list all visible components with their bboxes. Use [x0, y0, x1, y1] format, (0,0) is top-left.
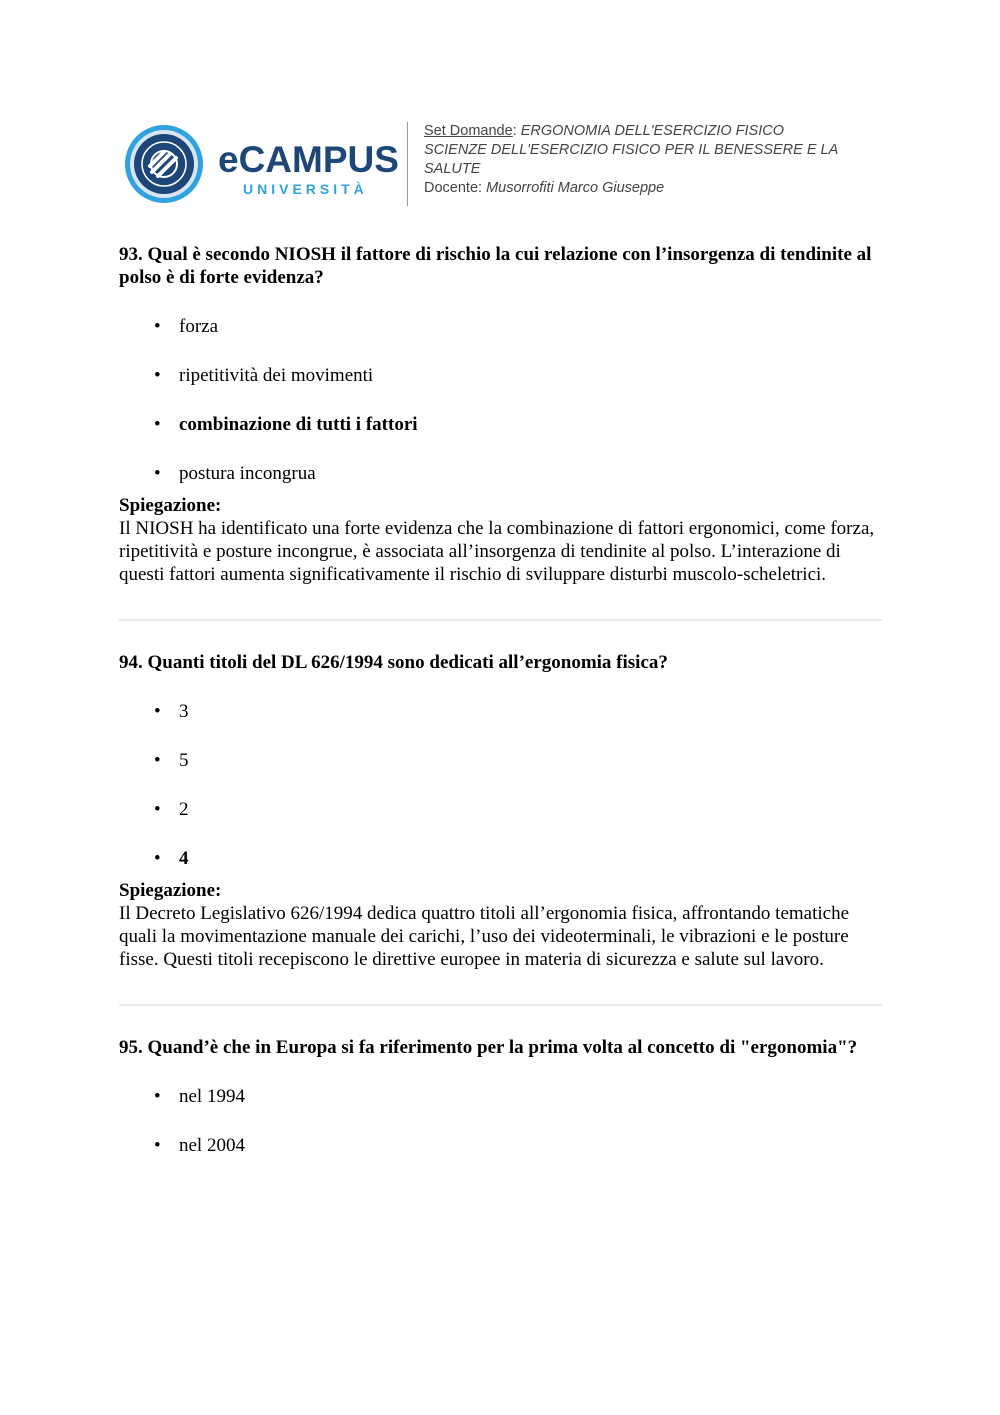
questions-content: [119, 243, 882, 1173]
question-text: 93. Qual è secondo NIOSH il fattore di rischio la cui relazione con l’insorgenza di tendinite al polso è di forte evidenza?: [119, 244, 872, 288]
ecampus-logo-icon: [124, 124, 204, 204]
option-item: • ripetitività dei movimenti: [154, 365, 374, 386]
course-name: SCIENZE DELL'ESERCIZIO FISICO PER IL BENESSERE E LA SALUTE: [424, 142, 838, 177]
explanation-label: Spiegazione:: [119, 495, 222, 516]
option-item: • nel 2004: [154, 1135, 245, 1156]
option-item: • 2: [154, 799, 189, 820]
option-item: • forza: [154, 316, 219, 337]
explanation-label: Spiegazione:: [119, 880, 222, 901]
docente-value: Musorrofiti Marco Giuseppe: [486, 180, 665, 196]
set-value: ERGONOMIA DELL'ESERCIZIO FISICO: [520, 123, 785, 139]
option-item: • 5: [154, 750, 189, 771]
set-label: Set Domande: [424, 123, 513, 139]
options-list: [119, 305, 882, 501]
question-94: [119, 651, 882, 971]
question-separator: [119, 619, 882, 621]
header-divider: [407, 122, 408, 206]
options-list: [119, 690, 882, 886]
option-item-correct: • combinazione di tutti i fattori: [154, 414, 418, 435]
brand-subtitle: UNIVERSITÀ: [243, 181, 368, 197]
question-separator: [119, 1004, 882, 1006]
question-93: [119, 243, 882, 586]
brand-wordmark: [218, 139, 399, 198]
options-list: [119, 1075, 882, 1173]
option-item: • 3: [154, 701, 189, 722]
question-95: [119, 1036, 882, 1173]
question-text: 94. Quanti titoli del DL 626/1994 sono dedicati all’ergonomia fisica?: [119, 652, 668, 673]
explanation-text: Il Decreto Legislativo 626/1994 dedica quattro titoli all’ergonomia fisica, affrontando tematiche quali la movimentazione manuale dei carichi, l’uso dei videoterminali, le vibrazioni e le posture fisse. Questi titoli recepiscono le direttive europee in materia di sicurezza e salute sul lavoro.: [119, 903, 850, 970]
course-info: Set Domande: ERGONOMIA DELL'ESERCIZIO FISICO SCIENZE DELL'ESERCIZIO FISICO PER IL BENESSERE E LA SALUTE Docente: Musorrofiti Marco Giuseppe: [424, 122, 874, 198]
document-header: [124, 120, 884, 212]
question-text: 95. Quand’è che in Europa si fa riferimento per la prima volta al concetto di "ergonomia"?: [119, 1037, 858, 1058]
option-item: • postura incongrua: [154, 463, 316, 484]
explanation-text: Il NIOSH ha identificato una forte evidenza che la combinazione di fattori ergonomici, come forza, ripetitività e posture incongrue, è associata all’insorgenza di tendinite al polso. L’interazione di questi fattori aumenta significativamente il rischio di sviluppare disturbi muscolo-scheletrici.: [119, 518, 875, 585]
docente-label: Docente:: [424, 180, 483, 196]
option-item: • nel 1994: [154, 1086, 245, 1107]
brand-name: eCAMPUS: [218, 139, 399, 180]
option-item-correct: • 4: [154, 848, 189, 869]
